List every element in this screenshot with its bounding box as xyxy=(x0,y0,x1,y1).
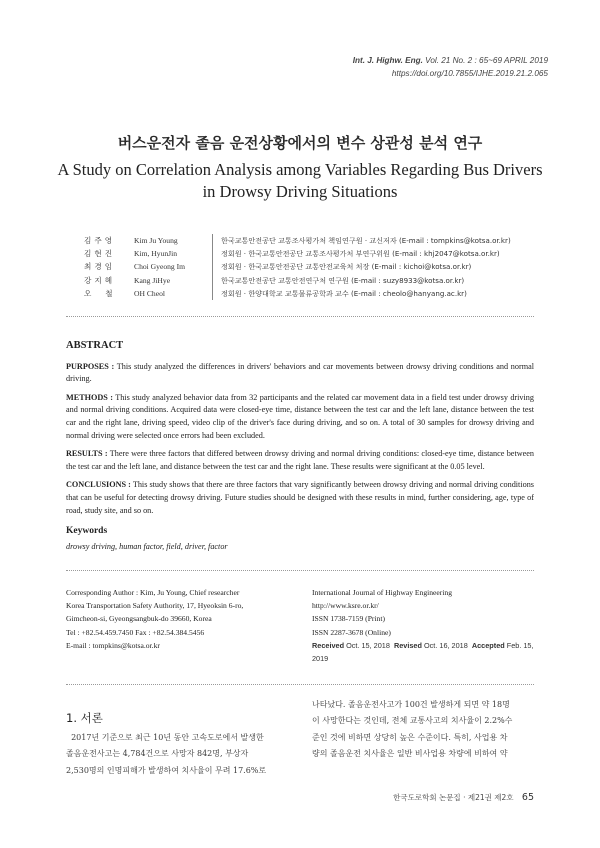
body-line: 2017년 기준으로 최근 10년 동안 고속도로에서 발생한 xyxy=(66,733,264,742)
correspondence-block xyxy=(66,586,286,652)
title-korean: 버스운전자 졸음 운전상황에서의 변수 상관성 분석 연구 xyxy=(117,134,483,152)
abstract-purposes xyxy=(66,361,534,386)
corr-line: Corresponding Author : Kim, Ju Young, Chief researcher xyxy=(66,588,240,597)
corr-line: Tel : +82.54.459.7450 Fax : +82.54.384.5456 xyxy=(66,627,205,637)
divider-middle xyxy=(66,570,534,571)
abstract-methods xyxy=(66,392,534,442)
journal-abbrev: Int. J. Highw. Eng. xyxy=(352,56,423,65)
footer-journal: 한국도로학회 논문집 · 제21권 제2호 xyxy=(393,793,514,802)
results-label: RESULTS : xyxy=(66,449,108,459)
title-english-line1: A Study on Correlation Analysis among Variables Regarding Bus Drivers xyxy=(57,160,543,179)
revised-label: Revised xyxy=(393,640,422,650)
methods-text: This study analyzed behavior data from 32 participants and the related car movement data in a field test under drowsy driving and normal driving conditions. Acquired data were closed-eye time, distance between the test car and the left lane, distance between the test car and the right lane, driving speed, video clip of the driver's face during driving, and so on. A total of 30 samples for drowsy driving and normal driving were selected once errors had been excluded. xyxy=(66,392,534,440)
body-column-right xyxy=(312,697,542,762)
title-english xyxy=(0,159,600,203)
author-name-ko: 최 경 임 xyxy=(84,262,113,272)
body-line: 량의 졸음운전 치사율은 일반 비사업용 차량에 비하여 약 xyxy=(312,748,508,758)
author-name-ko: 김 현 진 xyxy=(84,249,113,259)
revised-date: Oct. 16, 2018 xyxy=(423,640,468,650)
body-line: 이 사망한다는 것인데, 전체 교통사고의 치사율이 2.2%수 xyxy=(312,716,513,726)
received-label: Received xyxy=(312,640,345,650)
issn-online: ISSN 2287-3678 (Online) xyxy=(312,627,391,637)
purposes-text: This study analyzed the differences in drivers' behaviors and car movements between drowsy driving conditions and normal driving. xyxy=(66,361,534,384)
author-affiliation: 한국교통안전공단 교통안전연구처 연구원 (E-mail : suzy8933@kotsa.or.kr) xyxy=(221,275,465,285)
author-name-en: Kim Ju Young xyxy=(134,234,213,247)
volume-info: Vol. 21 No. 2 : 65~69 APRIL 2019 xyxy=(425,56,548,65)
body-line: 졸음운전사고는 4,784건으로 사망자 842명, 부상자 xyxy=(66,749,249,759)
results-text: There were three factors that differed between drowsy driving and normal driving conditions: closed-eye time, distance between the test car and the left lane, and distance between the test car and the right lane. These results were significant at the 0.05 level. xyxy=(66,449,534,471)
journal-url[interactable]: http://www.ksre.or.kr/ xyxy=(312,601,379,611)
author-affiliation: 정회원 · 한양대학교 교통물류공학과 교수 (E-mail : cheolo@hanyang.ac.kr) xyxy=(221,288,467,298)
corr-email[interactable]: E-mail : tompkins@kotsa.or.kr xyxy=(66,640,160,650)
author-affiliation: 정회원 · 한국교통안전공단 교통안전교육처 처장 (E-mail : kichoi@kotsa.or.kr) xyxy=(221,262,472,272)
keywords-text: drowsy driving, human factor, field, driver, factor xyxy=(66,541,228,551)
journal-info-block xyxy=(312,586,542,665)
page-footer xyxy=(393,792,534,803)
abstract-conclusions xyxy=(66,479,534,517)
author-row xyxy=(84,260,511,273)
author-name-en: Kang JiHye xyxy=(134,274,213,287)
author-list xyxy=(84,234,511,300)
author-affiliation: 한국교통안전공단 교통조사평가처 책임연구원 · 교신저자 (E-mail : tompkins@kotsa.or.kr) xyxy=(221,236,511,245)
history-dates xyxy=(312,639,542,665)
corr-line: Gimcheon-si, Gyeongsangbuk-do 39660, Korea xyxy=(66,614,212,624)
journal-name: International Journal of Highway Engineering xyxy=(312,588,453,597)
author-row xyxy=(84,247,511,260)
body-line: 나타났다. 졸음운전사고가 100건 발생하게 되면 약 18명 xyxy=(312,700,510,709)
author-affiliation: 정회원 · 한국교통안전공단 교통조사평가처 부연구위원 (E-mail : khj2047@kotsa.or.kr) xyxy=(221,249,500,259)
purposes-label: PURPOSES : xyxy=(66,361,115,371)
conclusions-text: This study shows that there are three factors that vary significantly between drowsy driving and normal driving conditions that can be useful for detecting drowsy driving. Future studies should be designed with these results in mind, further considering, age, type of road, study site, and so on. xyxy=(66,480,534,515)
accepted-label: Accepted xyxy=(471,640,505,650)
received-date: Oct. 15, 2018 xyxy=(346,640,390,650)
page-number: 65 xyxy=(521,792,534,803)
author-row xyxy=(84,234,511,247)
abstract-heading: ABSTRACT xyxy=(66,340,124,351)
author-name-ko: 오 철 xyxy=(84,288,113,298)
body-column-left xyxy=(66,730,286,779)
abstract-section xyxy=(66,340,534,553)
doi-link[interactable]: https://doi.org/10.7855/IJHE.2019.21.2.065 xyxy=(391,69,548,78)
title-english-line2: in Drowsy Driving Situations xyxy=(202,182,398,201)
corr-line: Korea Transportation Safety Authority, 17, Hyeoksin 6-ro, xyxy=(66,601,244,611)
author-name-en: Choi Gyeong Im xyxy=(134,260,213,273)
section-heading: 1. 서론 xyxy=(66,711,103,725)
divider-bottom xyxy=(66,684,534,685)
methods-label: METHODS : xyxy=(66,392,113,402)
author-name-ko: 강 지 혜 xyxy=(84,275,113,285)
keywords-heading: Keywords xyxy=(66,526,108,537)
abstract-results xyxy=(66,448,534,473)
issn-print: ISSN 1738-7159 (Print) xyxy=(312,614,385,624)
conclusions-label: CONCLUSIONS : xyxy=(66,480,131,490)
author-name-en: OH Cheol xyxy=(134,287,213,300)
author-row xyxy=(84,274,511,287)
author-row xyxy=(84,287,511,300)
accepted-date: Feb. 15, 2019 xyxy=(312,640,534,664)
body-line: 준인 것에 비하면 상당히 높은 수준이다. 특히, 사업용 차 xyxy=(312,732,508,742)
journal-citation xyxy=(353,56,548,65)
author-name-ko: 김 주 영 xyxy=(84,236,113,245)
divider-top xyxy=(66,316,534,317)
body-line: 2,530명의 인명피해가 발생하여 치사율이 무려 17.6%로 xyxy=(66,765,267,775)
author-name-en: Kim, HyunJin xyxy=(134,247,213,260)
